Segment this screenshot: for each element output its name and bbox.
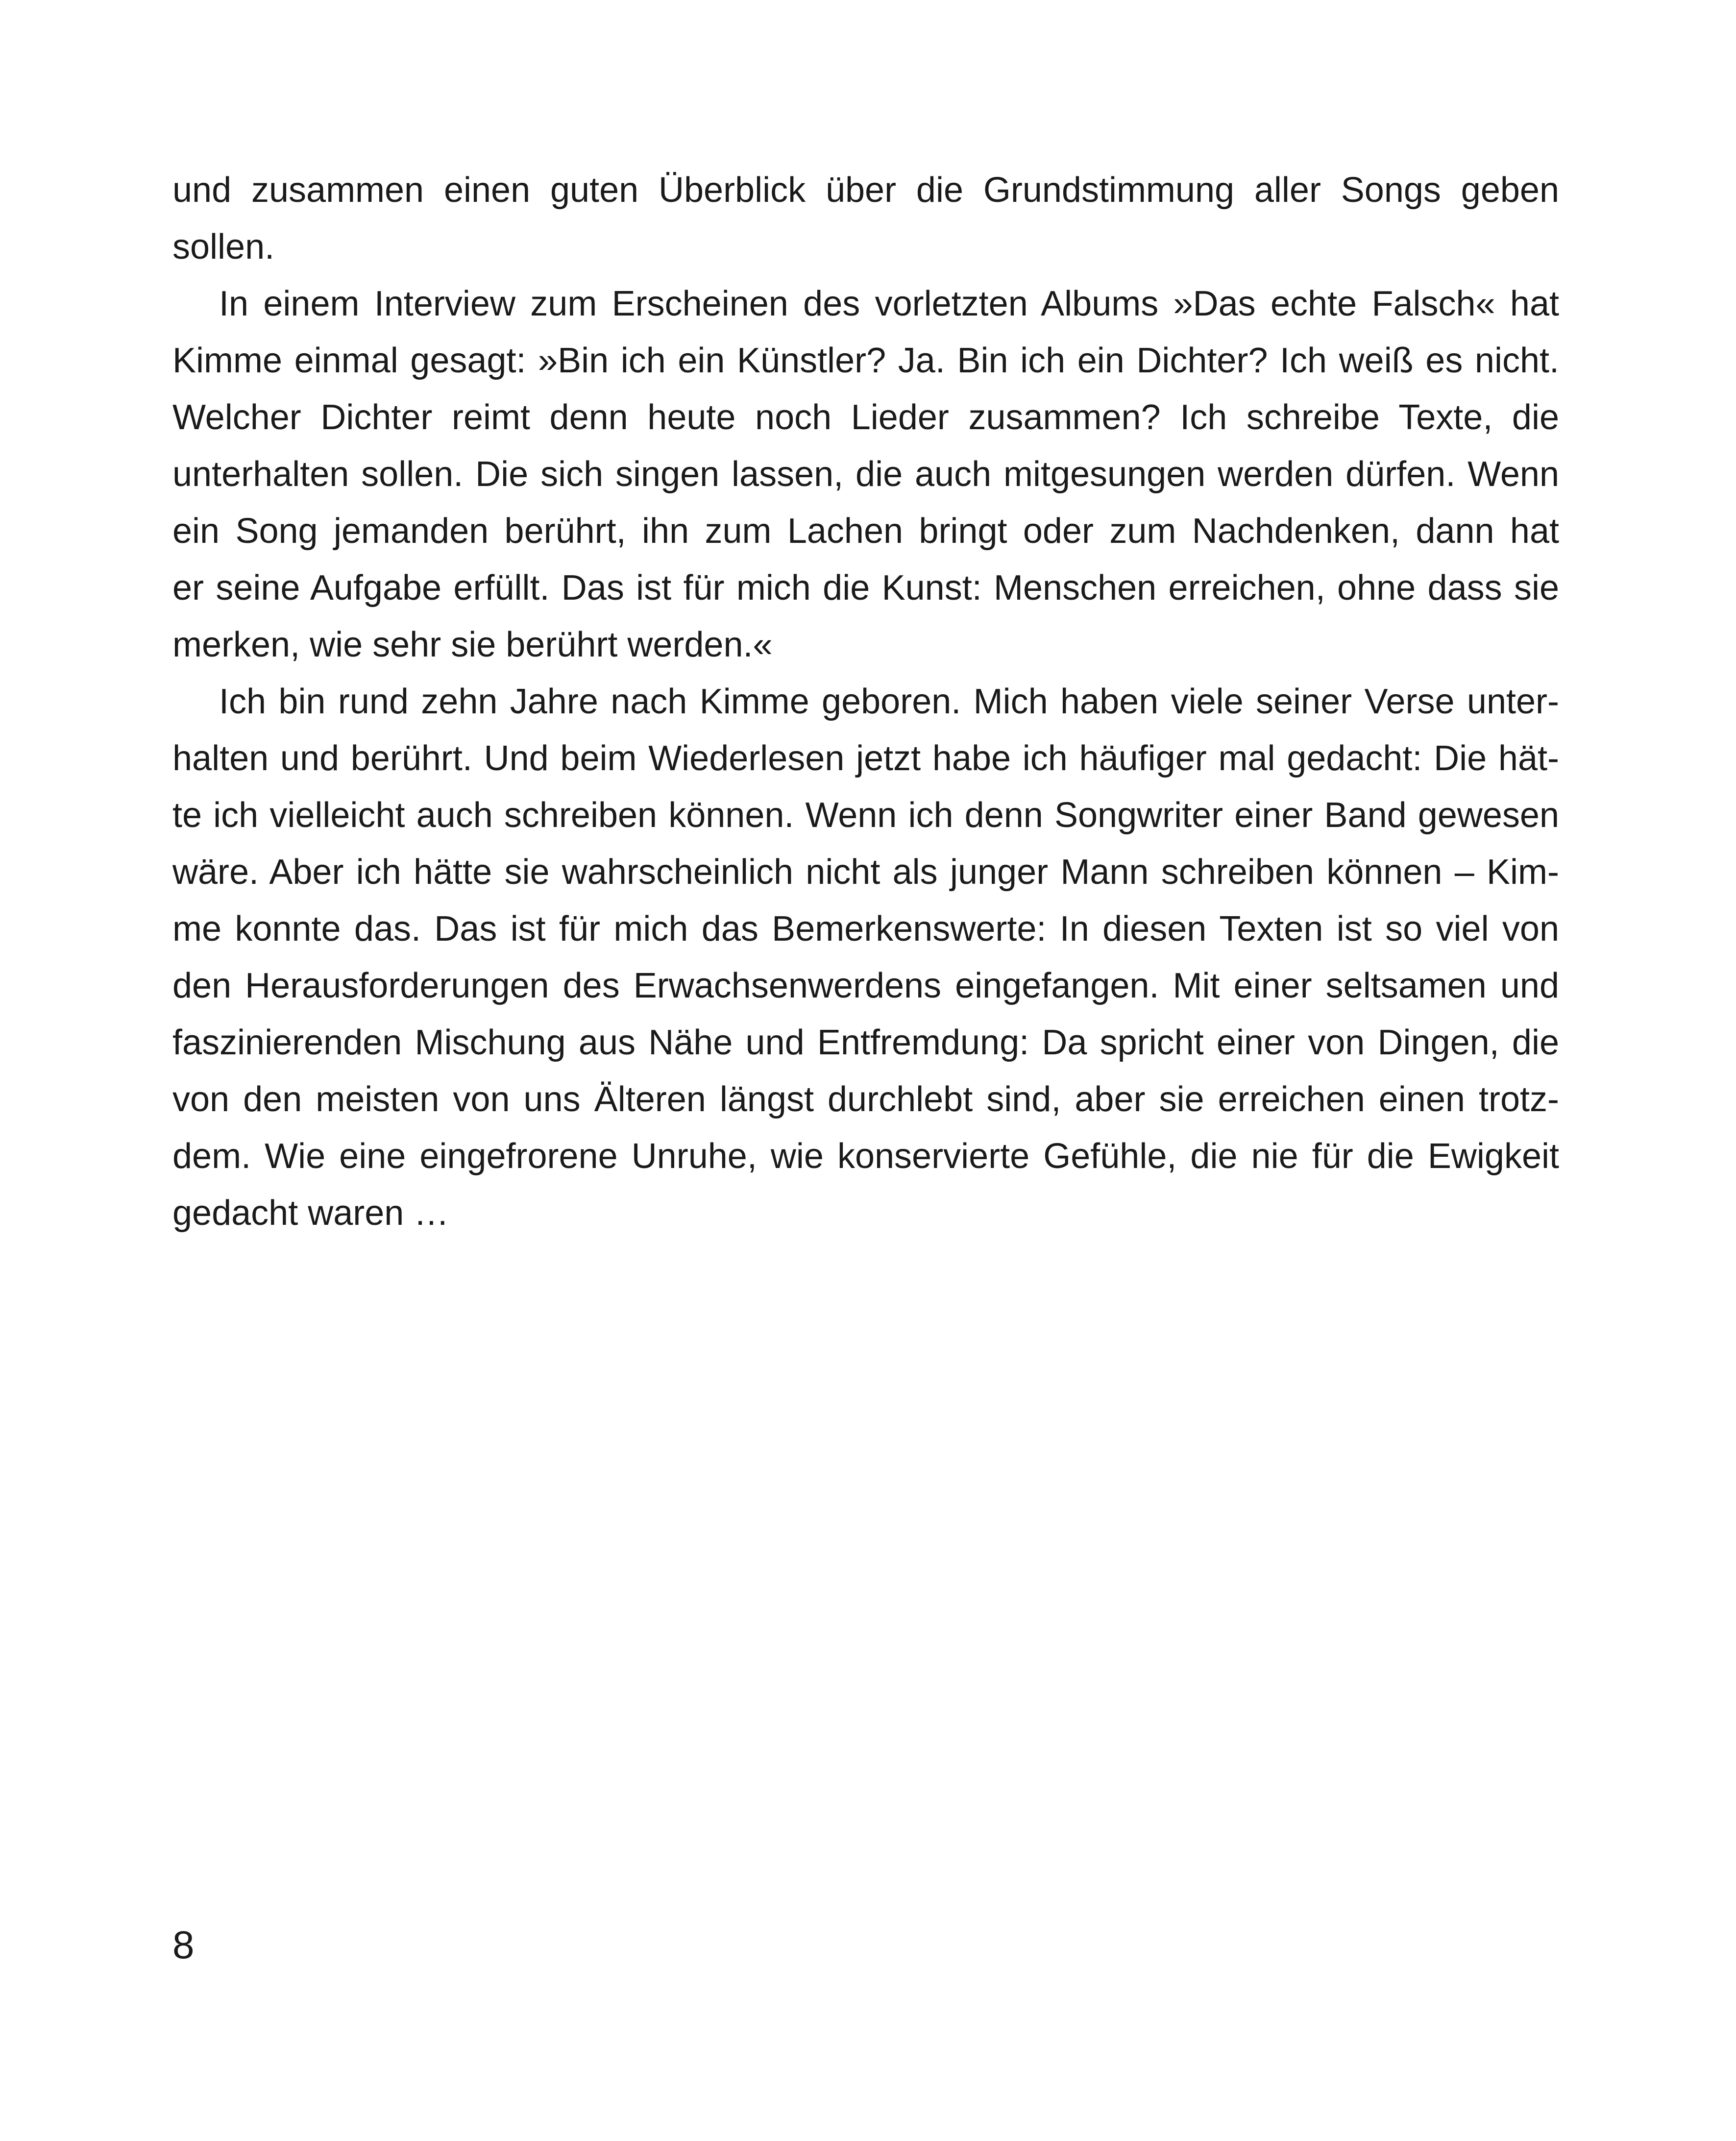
text-line: me konnte das. Das ist für mich das Bemerkenswerte: In diesen Texten ist so viel von — [172, 909, 1559, 949]
paragraph-1 — [172, 162, 1559, 275]
body-text — [172, 162, 1559, 1241]
text-line: Ich bin rund zehn Jahre nach Kimme geboren. Mich haben viele seiner Verse unter- — [219, 682, 1559, 721]
paragraph-2 — [172, 275, 1559, 673]
text-line: Welcher Dichter reimt denn heute noch Lieder zusammen? Ich schreibe Texte, die — [172, 398, 1559, 437]
text-line: von den meisten von uns Älteren längst durchlebt sind, aber sie erreichen einen trotz- — [172, 1080, 1559, 1119]
text-line: merken, wie sehr sie berührt werden.« — [172, 625, 773, 664]
text-line: den Herausforderungen des Erwachsenwerdens eingefangen. Mit einer seltsamen und — [172, 966, 1559, 1005]
text-line: ein Song jemanden berührt, ihn zum Lachen bringt oder zum Nachdenken, dann hat — [172, 511, 1559, 551]
text-line: In einem Interview zum Erscheinen des vorletzten Albums »Das echte Falsch« hat — [219, 284, 1559, 323]
text-line: gedacht waren … — [172, 1193, 449, 1233]
paragraph-3 — [172, 673, 1559, 1241]
text-line: dem. Wie eine eingefrorene Unruhe, wie konservierte Gefühle, die nie für die Ewigkeit — [172, 1137, 1559, 1176]
text-line: wäre. Aber ich hätte sie wahrscheinlich nicht als junger Mann schreiben können – Kim- — [172, 852, 1559, 892]
text-line: unterhalten sollen. Die sich singen lassen, die auch mitgesungen werden dürfen. Wenn — [172, 455, 1559, 494]
text-line: te ich vielleicht auch schreiben können. Wenn ich denn Songwriter einer Band gewesen — [172, 796, 1559, 835]
text-line: halten und berührt. Und beim Wiederlesen jetzt habe ich häufiger mal gedacht: Die hät- — [172, 739, 1559, 778]
page-number: 8 — [172, 1923, 195, 1967]
text-line: Kimme einmal gesagt: »Bin ich ein Künstler? Ja. Bin ich ein Dichter? Ich weiß es nicht. — [172, 341, 1559, 380]
text-line: und zusammen einen guten Überblick über die Grundstimmung aller Songs geben — [172, 170, 1559, 210]
text-line: er seine Aufgabe erfüllt. Das ist für mich die Kunst: Menschen erreichen, ohne dass sie — [172, 568, 1559, 608]
text-line: sollen. — [172, 227, 275, 267]
text-line: faszinierenden Mischung aus Nähe und Entfremdung: Da spricht einer von Dingen, die — [172, 1023, 1559, 1062]
